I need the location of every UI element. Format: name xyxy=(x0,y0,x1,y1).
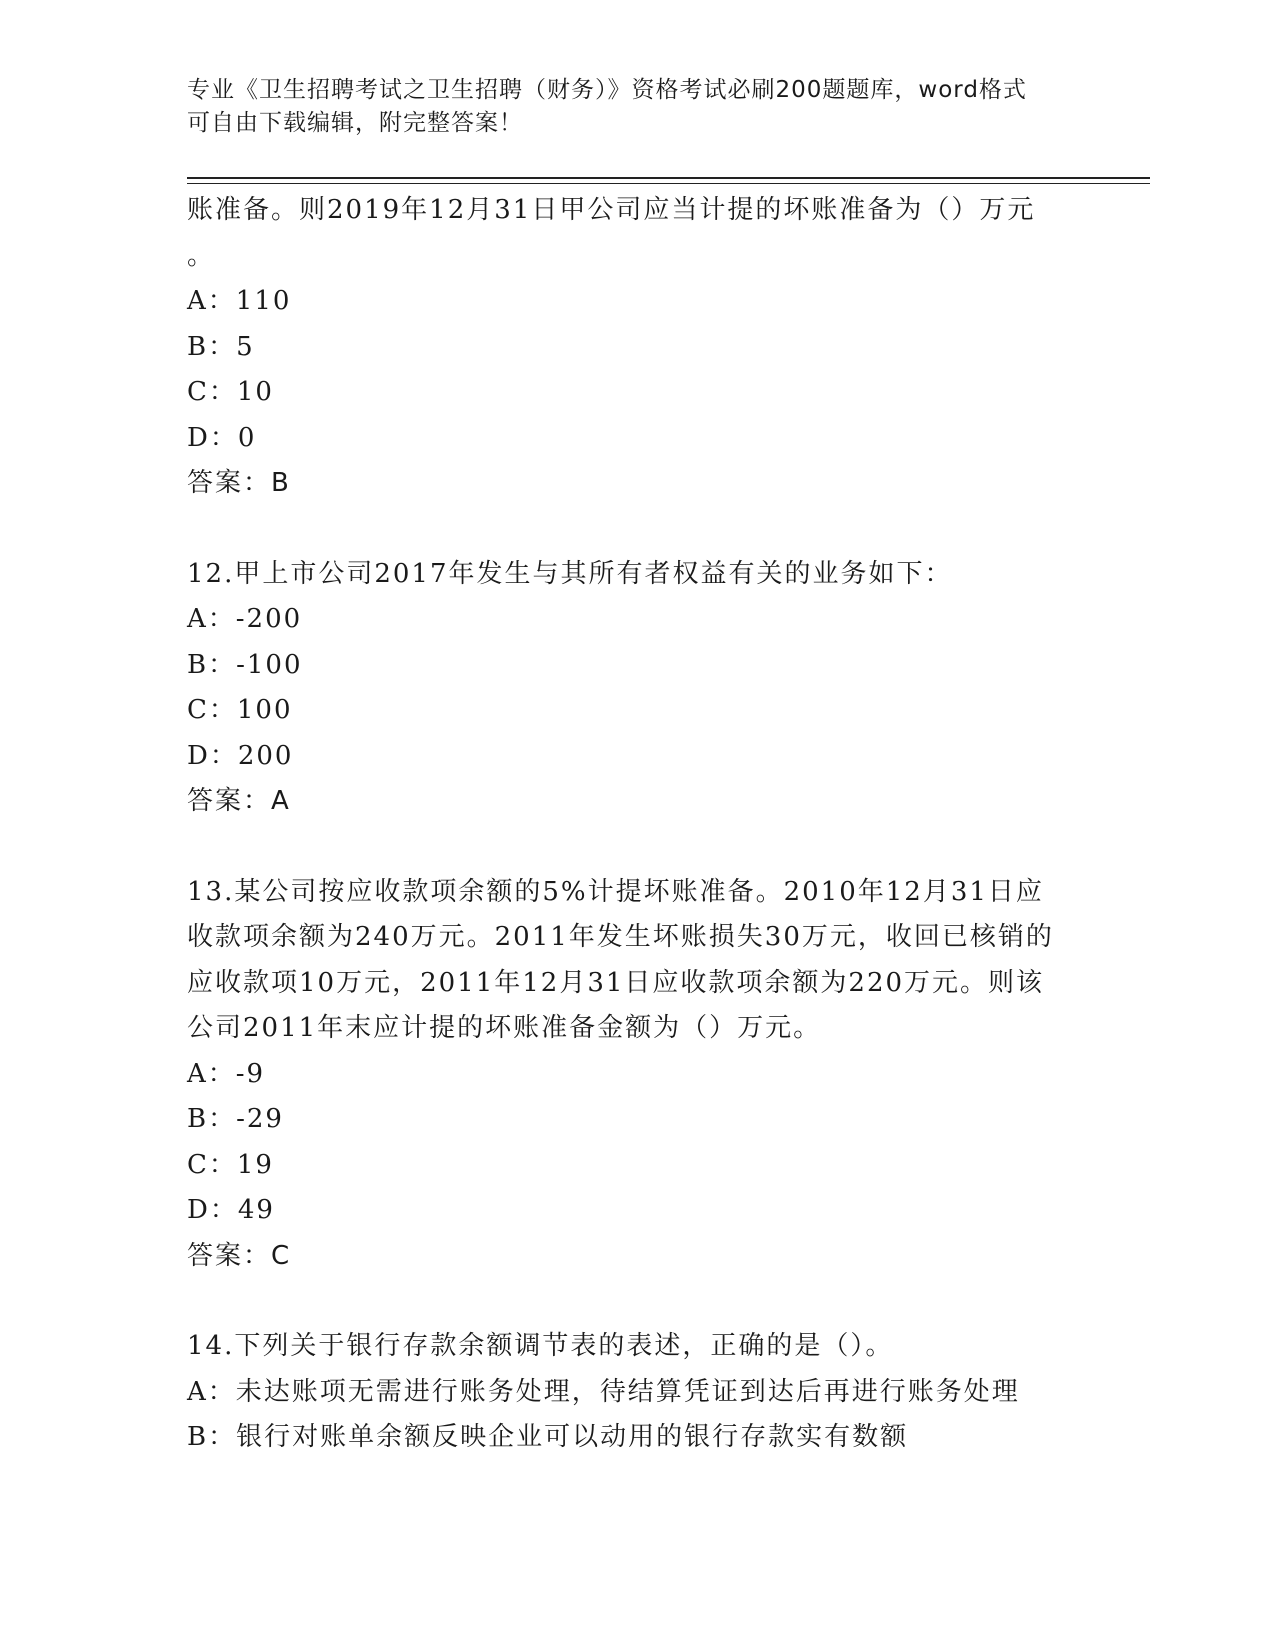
option-c: C：10 xyxy=(187,377,274,407)
option-b: B：-29 xyxy=(187,1104,284,1134)
option-d: D：200 xyxy=(187,740,294,771)
question-11 xyxy=(187,188,1087,507)
question-stem-line: 公司2011年末应计提的坏账准备金额为（）万元。 xyxy=(187,1013,822,1043)
answer-line: 答案：A xyxy=(187,786,291,816)
question-stem-line: 账准备。则2019年12月31日甲公司应当计提的坏账准备为（）万元 xyxy=(187,195,1036,225)
question-spacer xyxy=(187,825,1087,870)
question-stem-line: 12.甲上市公司2017年发生与其所有者权益有关的业务如下： xyxy=(187,558,953,589)
header-divider xyxy=(187,177,1150,184)
option-a: A：-9 xyxy=(187,1058,266,1089)
option-d: D：0 xyxy=(187,422,257,453)
option-c: C：100 xyxy=(187,695,293,725)
answer-line: 答案：C xyxy=(187,1240,292,1271)
option-a: A：-200 xyxy=(187,604,303,634)
document-header xyxy=(187,74,1067,140)
answer-line: 答案：B xyxy=(187,468,291,498)
question-stem-line: 。 xyxy=(187,240,216,271)
header-title-line-1: 专业《卫生招聘考试之卫生招聘（财务）》资格考试必刷200题题库，word格式 xyxy=(187,77,1027,103)
question-spacer xyxy=(187,1279,1087,1324)
option-b: B：5 xyxy=(187,331,255,362)
question-stem-line: 收款项余额为240万元。2011年发生坏账损失30万元，收回已核销的 xyxy=(187,922,1054,952)
document-body xyxy=(187,188,1087,1461)
question-13 xyxy=(187,870,1087,1280)
question-stem-line: 13.某公司按应收款项余额的5%计提坏账准备。2010年12月31日应 xyxy=(187,876,1044,907)
option-c: C：19 xyxy=(187,1149,274,1180)
option-a: A：未达账项无需进行账务处理，待结算凭证到达后再进行账务处理 xyxy=(187,1376,1020,1407)
question-stem-line: 应收款项10万元，2011年12月31日应收款项余额为220万元。则该 xyxy=(187,967,1045,998)
option-b: B：银行对账单余额反映企业可以动用的银行存款实有数额 xyxy=(187,1422,909,1452)
option-d: D：49 xyxy=(187,1195,275,1225)
question-spacer xyxy=(187,507,1087,552)
question-stem-line: 14.下列关于银行存款余额调节表的表述，正确的是（）。 xyxy=(187,1331,894,1361)
option-a: A：110 xyxy=(187,286,292,316)
question-14 xyxy=(187,1324,1087,1461)
option-b: B：-100 xyxy=(187,649,303,680)
question-12 xyxy=(187,552,1087,825)
header-title-line-2: 可自由下载编辑，附完整答案！ xyxy=(187,110,523,136)
